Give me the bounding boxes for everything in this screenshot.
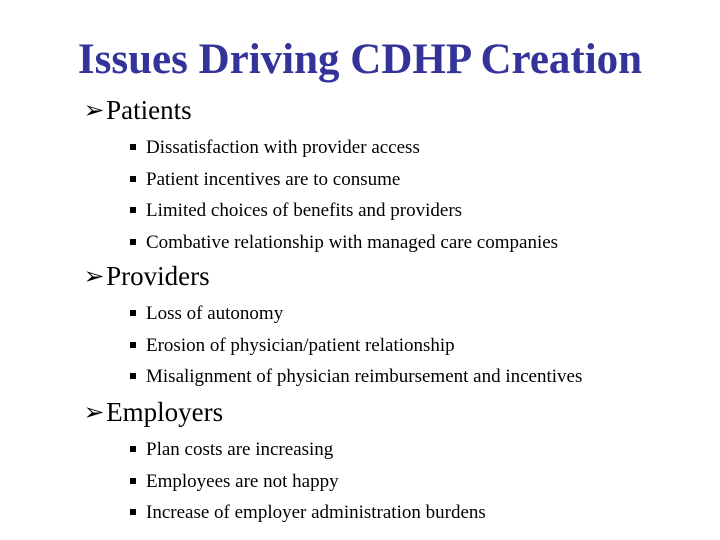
list-item <box>130 330 582 362</box>
list-item <box>130 466 486 498</box>
square-bullet-icon <box>130 310 136 316</box>
list-item-text: Loss of autonomy <box>146 303 284 324</box>
arrow-bullet-icon: ➢ <box>83 96 105 124</box>
square-bullet-icon <box>130 207 136 213</box>
list-item-text: Patient incentives are to consume <box>146 168 401 190</box>
square-bullet-icon <box>130 373 136 379</box>
square-bullet-icon <box>130 144 136 150</box>
list-item-text: Employees are not happy <box>146 470 339 492</box>
list-item-text: Increase of employer administration burdens <box>146 502 486 523</box>
section-heading-label: Patients <box>106 95 192 125</box>
list-item-text: Combative relationship with managed care companies <box>146 231 559 253</box>
slide-title: Issues Driving CDHP Creation <box>77 36 643 83</box>
square-bullet-icon <box>130 478 136 484</box>
section-heading <box>84 260 582 292</box>
square-bullet-icon <box>130 176 136 182</box>
arrow-bullet-icon: ➢ <box>83 398 105 426</box>
list-item-text: Limited choices of benefits and providers <box>146 200 463 221</box>
section-providers <box>83 260 583 393</box>
list-item <box>130 164 558 196</box>
list-item <box>130 227 558 259</box>
list-item <box>130 361 582 393</box>
list-item <box>130 195 558 227</box>
list-item <box>130 497 486 529</box>
section-heading <box>84 396 486 428</box>
list-item-text: Erosion of physician/patient relationship <box>146 334 455 356</box>
section-employers <box>83 396 486 529</box>
square-bullet-icon <box>130 446 136 452</box>
bullet-list <box>88 434 486 529</box>
section-heading-label: Employers <box>106 397 224 427</box>
square-bullet-icon <box>130 342 136 348</box>
section-patients <box>83 94 559 258</box>
section-heading-label: Providers <box>106 261 210 291</box>
section-heading <box>84 94 558 126</box>
list-item <box>130 132 558 164</box>
square-bullet-icon <box>130 239 136 245</box>
bullet-list <box>88 132 558 258</box>
square-bullet-icon <box>130 509 136 515</box>
list-item-text: Misalignment of physician reimbursement and incentives <box>146 366 583 387</box>
arrow-bullet-icon: ➢ <box>83 262 105 290</box>
list-item-text: Dissatisfaction with provider access <box>146 137 420 158</box>
bullet-list <box>88 298 582 393</box>
list-item <box>130 434 486 466</box>
list-item <box>130 298 582 330</box>
list-item-text: Plan costs are increasing <box>146 439 334 460</box>
